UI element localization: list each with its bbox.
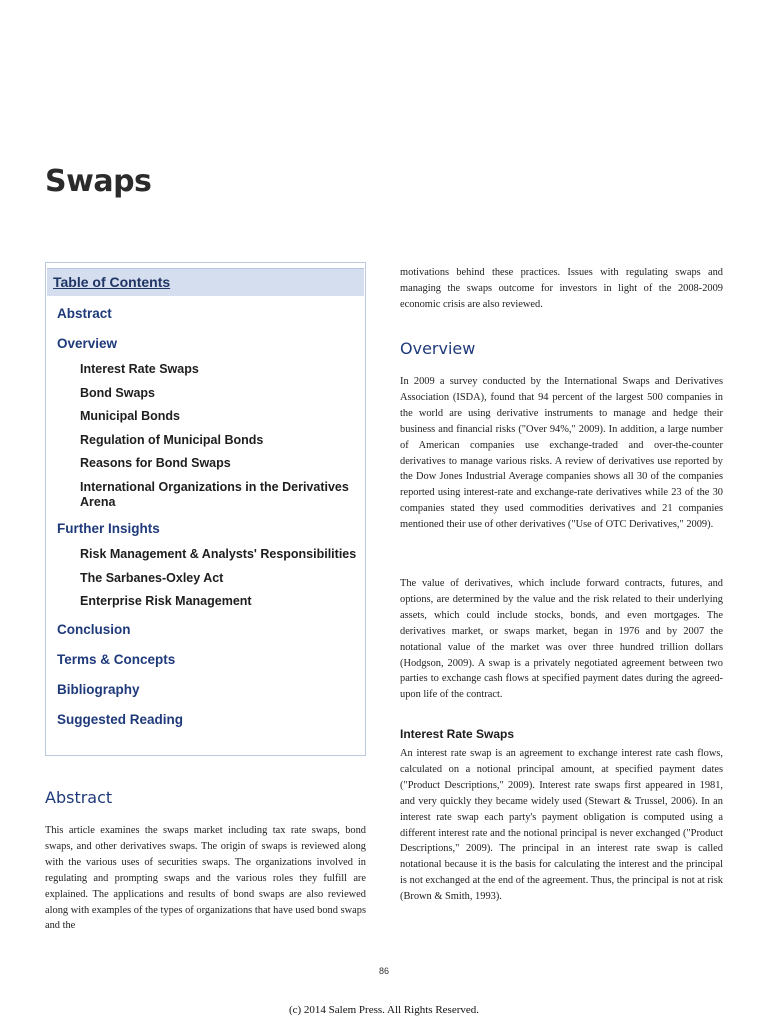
toc-link-international-organizations[interactable]: International Organizations in the Derivatives Arena xyxy=(80,480,349,509)
abstract-heading: Abstract xyxy=(45,788,113,807)
toc-link-risk-management[interactable]: Risk Management & Analysts' Responsibilities xyxy=(80,547,357,561)
toc-link-interest-rate-swaps[interactable]: Interest Rate Swaps xyxy=(80,362,199,376)
abstract-continuation-paragraph: motivations behind these practices. Issues with regulating swaps and managing the swaps outcome for investors in light of the 2008-2009 economic crisis are also reviewed. xyxy=(400,267,723,310)
toc-header xyxy=(47,268,364,296)
interest-rate-swaps-heading: Interest Rate Swaps xyxy=(400,727,515,741)
toc-link-abstract[interactable]: Abstract xyxy=(57,306,112,321)
page-title: Swaps xyxy=(45,164,152,199)
toc-link-suggested-reading[interactable]: Suggested Reading xyxy=(57,712,184,727)
toc-link-reasons-for-bond-swaps[interactable]: Reasons for Bond Swaps xyxy=(80,456,231,470)
toc-link-bond-swaps[interactable]: Bond Swaps xyxy=(80,386,156,400)
toc-link-further-insights[interactable]: Further Insights xyxy=(57,521,160,536)
table-of-contents xyxy=(45,262,366,756)
toc-link-sarbanes-oxley[interactable]: The Sarbanes-Oxley Act xyxy=(80,571,224,585)
overview-paragraph-1: In 2009 a survey conducted by the International Swaps and Derivatives Association (ISDA), found that 94 percent of the largest 500 companies in the world are using derivative instruments to manage and hedge their business and financial risks ("Over 94%," 2009). In addition, a large number of American companies use exchange-traded and over-the-counter derivatives to manage various risks. A review of derivatives use reported by the Dow Jones Industrial Average companies shows all 30 of the companies reported using interest-rate and exchange-rate derivatives while 23 of the 30 companies stated they used commodities derivatives and 21 companies mentioned their use of other derivatives ("Use of OTC Derivatives," 2009). xyxy=(400,376,723,531)
toc-header-label: Table of Contents xyxy=(53,274,171,290)
toc-link-regulation-of-municipal-bonds[interactable]: Regulation of Municipal Bonds xyxy=(80,433,264,447)
toc-link-municipal-bonds[interactable]: Municipal Bonds xyxy=(80,409,180,423)
page-number: 86 xyxy=(378,966,389,976)
abstract-paragraph: This article examines the swaps market including tax rate swaps, bond swaps, and other derivatives swaps. The origin of swaps is reviewed along with the various uses of securities swaps. The organizations involved in regulating and prompting swaps and the various roles they fulfill are explained. The applications and results of bond swaps are also reviewed along with examples of the types of organizations that have used bond swaps and the xyxy=(45,825,366,932)
toc-link-bibliography[interactable]: Bibliography xyxy=(57,682,140,697)
overview-heading: Overview xyxy=(400,339,476,358)
toc-link-overview[interactable]: Overview xyxy=(57,336,118,351)
toc-link-enterprise-risk-management[interactable]: Enterprise Risk Management xyxy=(80,594,252,608)
overview-paragraph-2: The value of derivatives, which include forward contracts, futures, and options, are determined by the value and the risk related to their underlying assets, which could include stocks, bonds, and even mortgages. The derivatives market, or swaps market, began in 1976 and by 2007 the notational value of the market was over three hundred trillion dollars (Hodgson, 2009). A swap is a privately negotiated agreement between two parties to exchange cash flows at specified payment dates during the agreed-upon life of the contract. xyxy=(400,578,723,701)
interest-rate-swaps-paragraph: An interest rate swap is an agreement to exchange interest rate cash flows, calculated on a notional principal amount, at specified payment dates ("Product Descriptions," 2009). Interest rate swaps first appeared in 1981, and very quickly they became widely used (Stewart & Trussel, 2006). In an interest rate swap each party's payment obligation is computed using a different interest rate and the notional principal is never exchanged ("Product Descriptions," 2009). The principal in an interest rate swap is called notational because it is the basis for calculating the interest and the principal is not exchanged at the end of the agreement. Thus, the principal is not at risk (Brown & Smith, 1993). xyxy=(400,748,723,903)
copyright-notice: (c) 2014 Salem Press. All Rights Reserved. xyxy=(288,1004,480,1016)
toc-link-conclusion[interactable]: Conclusion xyxy=(57,622,131,637)
toc-link-terms-concepts[interactable]: Terms & Concepts xyxy=(57,652,176,667)
